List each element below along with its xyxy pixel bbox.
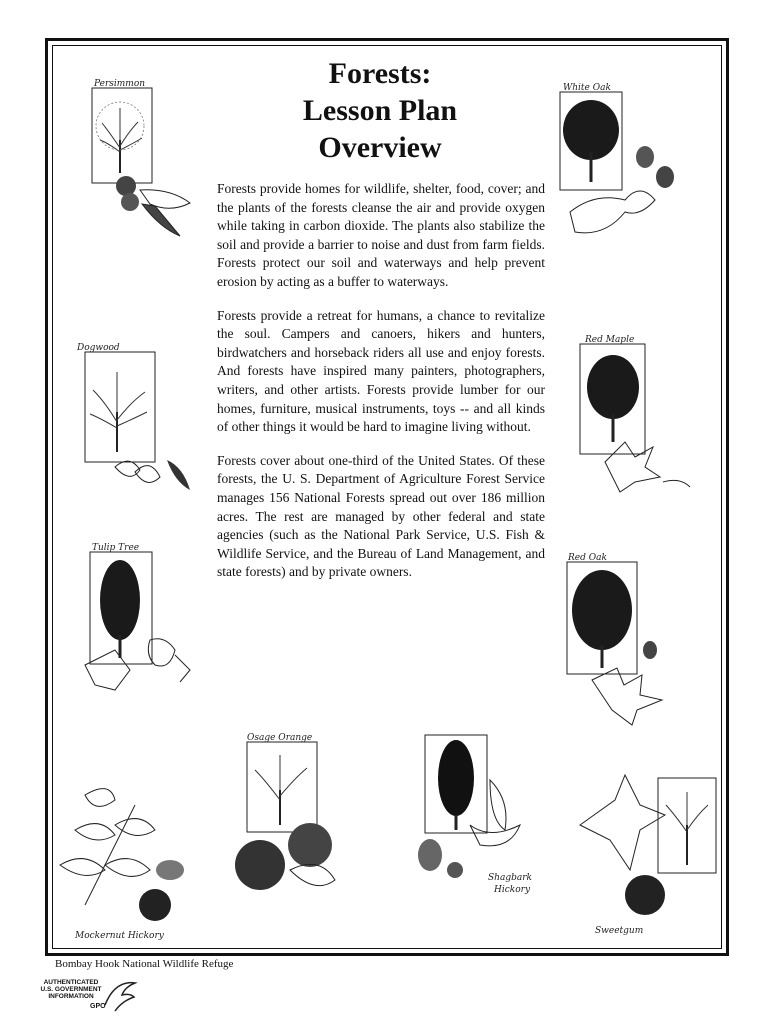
gpo-seal-text <box>40 979 102 1000</box>
footer-text: Bombay Hook National Wildlife Refuge <box>55 958 234 970</box>
page-title <box>260 55 500 166</box>
mockernut-hickory-label: Mockernut Hickory <box>75 931 164 941</box>
gpo-seal-line-3: INFORMATION <box>48 993 94 1000</box>
sweetgum-illustration <box>570 770 720 950</box>
red-maple-label: Red Maple <box>585 335 635 345</box>
title-line-1: Forests: <box>328 57 432 90</box>
persimmon-illustration <box>80 78 200 248</box>
dogwood-illustration <box>75 342 200 502</box>
red-maple-illustration <box>575 332 695 502</box>
gpo-mark: GPO <box>90 1003 106 1010</box>
tulip-tree-illustration <box>80 540 200 700</box>
shagbark-label-2: Hickory <box>494 885 531 895</box>
title-line-2: Lesson Plan <box>302 94 458 127</box>
mockernut-hickory-illustration <box>55 775 205 950</box>
gpo-seal-line-1: AUTHENTICATED <box>43 979 99 986</box>
dogwood-label: Dogwood <box>77 343 120 353</box>
title-line-3: Overview <box>318 131 442 164</box>
shagbark-hickory-illustration <box>410 730 540 900</box>
gpo-seal <box>40 975 150 1019</box>
body-text <box>217 180 545 597</box>
sweetgum-label: Sweetgum <box>595 926 644 936</box>
eagle-icon <box>100 975 140 1015</box>
paragraph-1: Forests provide homes for wildlife, shelter, food, cover; and the plants of the forests cleanse the air and provide oxygen while taking in carbon dioxide. The plants also stabilize the soil and provide a barrier to noise and dust from farm fields. Forests protect our soil and waterways and help prevent erosion by acting as a buffer to waterways. <box>217 181 545 289</box>
osage-orange-illustration <box>225 730 355 910</box>
red-oak-label: Red Oak <box>568 553 607 563</box>
persimmon-label: Persimmon <box>94 79 146 89</box>
paragraph-3: Forests cover about one-third of the United States. Of these forests, the U. S. Department of Agriculture Forest Service manages 156 National Forests spread out over 186 million acres. The rest are managed by other federal and state agencies (such as the National Park Service, U.S. Fish & Wildlife Service, and the Bureau of Land Management, and state forests) and by private owners. <box>217 452 545 580</box>
tulip-tree-label: Tulip Tree <box>92 543 140 553</box>
gpo-seal-line-2: U.S. GOVERNMENT <box>40 986 102 993</box>
red-oak-illustration <box>562 550 682 730</box>
white-oak-label: White Oak <box>563 83 611 93</box>
white-oak-illustration <box>555 82 685 252</box>
osage-orange-label: Osage Orange <box>247 733 313 743</box>
paragraph-2: Forests provide a retreat for humans, a chance to revitalize the soul. Campers and canoers, hikers and hunters, birdwatchers and horseback riders all use and enjoy forests. And forests have inspired many painters, photographers, writers, and other artists. Forests provide lumber for our homes, furniture, musical instruments, toys -- and all kinds of other things it would be hard to imagine living without. <box>217 307 545 435</box>
shagbark-label-1: Shagbark <box>488 873 532 883</box>
